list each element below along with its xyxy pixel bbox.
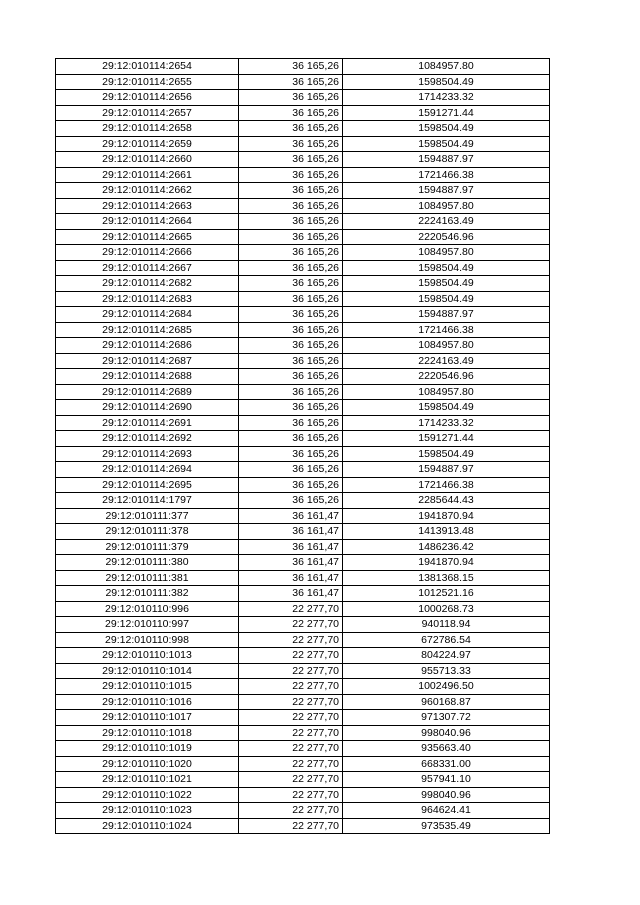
value-cell: 1598504.49: [343, 260, 550, 276]
area-cell: 36 165,26: [239, 105, 343, 121]
table-body: [56, 59, 550, 834]
table-row: [56, 214, 550, 230]
cadastral-number-cell: 29:12:010110:1016: [56, 694, 239, 710]
table-row: [56, 291, 550, 307]
area-cell: 36 165,26: [239, 198, 343, 214]
table-row: [56, 322, 550, 338]
value-cell: 1012521.16: [343, 586, 550, 602]
cadastral-number-cell: 29:12:010114:2666: [56, 245, 239, 261]
cadastral-number-cell: 29:12:010110:1021: [56, 772, 239, 788]
area-cell: 36 165,26: [239, 229, 343, 245]
value-cell: 1084957.80: [343, 59, 550, 75]
value-cell: 1084957.80: [343, 338, 550, 354]
area-cell: 36 165,26: [239, 307, 343, 323]
value-cell: 2224163.49: [343, 214, 550, 230]
cadastral-number-cell: 29:12:010114:2688: [56, 369, 239, 385]
area-cell: 22 277,70: [239, 741, 343, 757]
value-cell: 1721466.38: [343, 322, 550, 338]
table-row: [56, 741, 550, 757]
value-cell: 1381368.15: [343, 570, 550, 586]
table-row: [56, 446, 550, 462]
value-cell: 1598504.49: [343, 74, 550, 90]
table-row: [56, 803, 550, 819]
area-cell: 36 165,26: [239, 462, 343, 478]
area-cell: 36 165,26: [239, 353, 343, 369]
value-cell: 1594887.97: [343, 307, 550, 323]
table-row: [56, 136, 550, 152]
table-row: [56, 617, 550, 633]
cadastral-number-cell: 29:12:010114:2654: [56, 59, 239, 75]
table-row: [56, 167, 550, 183]
value-cell: 1002496.50: [343, 679, 550, 695]
cadastral-number-cell: 29:12:010110:1014: [56, 663, 239, 679]
table-row: [56, 725, 550, 741]
table-row: [56, 539, 550, 555]
cadastral-number-cell: 29:12:010110:1023: [56, 803, 239, 819]
table-row: [56, 307, 550, 323]
table-row: [56, 818, 550, 834]
value-cell: 668331.00: [343, 756, 550, 772]
area-cell: 36 165,26: [239, 74, 343, 90]
cadastral-number-cell: 29:12:010110:997: [56, 617, 239, 633]
area-cell: 36 165,26: [239, 431, 343, 447]
cadastral-number-cell: 29:12:010114:2692: [56, 431, 239, 447]
value-cell: 1598504.49: [343, 276, 550, 292]
cadastral-number-cell: 29:12:010114:2683: [56, 291, 239, 307]
cadastral-number-cell: 29:12:010111:378: [56, 524, 239, 540]
value-cell: 964624.41: [343, 803, 550, 819]
value-cell: 955713.33: [343, 663, 550, 679]
table-row: [56, 756, 550, 772]
area-cell: 22 277,70: [239, 663, 343, 679]
value-cell: 2285644.43: [343, 493, 550, 509]
cadastral-number-cell: 29:12:010110:998: [56, 632, 239, 648]
area-cell: 36 165,26: [239, 477, 343, 493]
table-row: [56, 415, 550, 431]
cadastral-number-cell: 29:12:010114:2657: [56, 105, 239, 121]
table-row: [56, 586, 550, 602]
value-cell: 957941.10: [343, 772, 550, 788]
value-cell: 1084957.80: [343, 245, 550, 261]
cadastral-number-cell: 29:12:010114:2682: [56, 276, 239, 292]
table-row: [56, 338, 550, 354]
area-cell: 22 277,70: [239, 818, 343, 834]
cadastral-number-cell: 29:12:010111:377: [56, 508, 239, 524]
cadastral-number-cell: 29:12:010111:381: [56, 570, 239, 586]
cadastral-number-cell: 29:12:010114:2694: [56, 462, 239, 478]
cadastral-number-cell: 29:12:010111:379: [56, 539, 239, 555]
cadastral-number-cell: 29:12:010110:1017: [56, 710, 239, 726]
area-cell: 22 277,70: [239, 601, 343, 617]
area-cell: 36 161,47: [239, 539, 343, 555]
value-cell: 1721466.38: [343, 167, 550, 183]
cadastral-number-cell: 29:12:010114:2660: [56, 152, 239, 168]
value-cell: 1486236.42: [343, 539, 550, 555]
area-cell: 22 277,70: [239, 648, 343, 664]
table-row: [56, 276, 550, 292]
table-row: [56, 462, 550, 478]
table-row: [56, 679, 550, 695]
value-cell: 1594887.97: [343, 462, 550, 478]
value-cell: 2224163.49: [343, 353, 550, 369]
table-row: [56, 59, 550, 75]
value-cell: 1000268.73: [343, 601, 550, 617]
area-cell: 36 165,26: [239, 446, 343, 462]
cadastral-number-cell: 29:12:010110:1019: [56, 741, 239, 757]
cadastral-number-cell: 29:12:010110:1013: [56, 648, 239, 664]
value-cell: 935663.40: [343, 741, 550, 757]
table-row: [56, 152, 550, 168]
cadastral-number-cell: 29:12:010111:382: [56, 586, 239, 602]
value-cell: 2220546.96: [343, 369, 550, 385]
area-cell: 22 277,70: [239, 725, 343, 741]
data-table: [55, 58, 550, 834]
area-cell: 22 277,70: [239, 772, 343, 788]
area-cell: 36 165,26: [239, 245, 343, 261]
table-row: [56, 121, 550, 137]
table-row: [56, 710, 550, 726]
value-cell: 1591271.44: [343, 431, 550, 447]
area-cell: 36 165,26: [239, 276, 343, 292]
cadastral-number-cell: 29:12:010114:2664: [56, 214, 239, 230]
table-row: [56, 260, 550, 276]
cadastral-number-cell: 29:12:010110:1024: [56, 818, 239, 834]
value-cell: 1594887.97: [343, 183, 550, 199]
area-cell: 36 161,47: [239, 586, 343, 602]
value-cell: 998040.96: [343, 787, 550, 803]
table-row: [56, 787, 550, 803]
value-cell: 1413913.48: [343, 524, 550, 540]
area-cell: 22 277,70: [239, 632, 343, 648]
value-cell: 998040.96: [343, 725, 550, 741]
table-row: [56, 570, 550, 586]
table-row: [56, 648, 550, 664]
area-cell: 36 165,26: [239, 167, 343, 183]
area-cell: 36 165,26: [239, 400, 343, 416]
table-row: [56, 183, 550, 199]
value-cell: 1598504.49: [343, 121, 550, 137]
cadastral-number-cell: 29:12:010114:2662: [56, 183, 239, 199]
value-cell: 1941870.94: [343, 555, 550, 571]
table-row: [56, 431, 550, 447]
table-row: [56, 400, 550, 416]
cadastral-number-cell: 29:12:010114:2655: [56, 74, 239, 90]
area-cell: 22 277,70: [239, 679, 343, 695]
value-cell: 971307.72: [343, 710, 550, 726]
cadastral-number-cell: 29:12:010110:1018: [56, 725, 239, 741]
table-row: [56, 90, 550, 106]
area-cell: 22 277,70: [239, 617, 343, 633]
value-cell: 1084957.80: [343, 384, 550, 400]
cadastral-number-cell: 29:12:010114:2658: [56, 121, 239, 137]
area-cell: 36 165,26: [239, 291, 343, 307]
cadastral-number-cell: 29:12:010114:2667: [56, 260, 239, 276]
value-cell: 1598504.49: [343, 136, 550, 152]
value-cell: 672786.54: [343, 632, 550, 648]
cadastral-number-cell: 29:12:010114:2686: [56, 338, 239, 354]
area-cell: 36 165,26: [239, 214, 343, 230]
value-cell: 1714233.32: [343, 90, 550, 106]
cadastral-number-cell: 29:12:010114:2661: [56, 167, 239, 183]
table-row: [56, 524, 550, 540]
value-cell: 1941870.94: [343, 508, 550, 524]
cadastral-number-cell: 29:12:010114:2685: [56, 322, 239, 338]
table-row: [56, 601, 550, 617]
area-cell: 36 165,26: [239, 136, 343, 152]
area-cell: 36 165,26: [239, 384, 343, 400]
table-row: [56, 632, 550, 648]
value-cell: 1591271.44: [343, 105, 550, 121]
value-cell: 1594887.97: [343, 152, 550, 168]
table-row: [56, 477, 550, 493]
table-row: [56, 198, 550, 214]
cadastral-number-cell: 29:12:010114:2687: [56, 353, 239, 369]
area-cell: 22 277,70: [239, 787, 343, 803]
table-row: [56, 555, 550, 571]
area-cell: 36 165,26: [239, 415, 343, 431]
area-cell: 36 165,26: [239, 90, 343, 106]
area-cell: 22 277,70: [239, 803, 343, 819]
table-row: [56, 694, 550, 710]
area-cell: 36 165,26: [239, 121, 343, 137]
table-row: [56, 74, 550, 90]
table-row: [56, 245, 550, 261]
area-cell: 36 165,26: [239, 369, 343, 385]
area-cell: 36 165,26: [239, 260, 343, 276]
area-cell: 36 165,26: [239, 338, 343, 354]
value-cell: 2220546.96: [343, 229, 550, 245]
table-row: [56, 508, 550, 524]
cadastral-number-cell: 29:12:010111:380: [56, 555, 239, 571]
area-cell: 36 161,47: [239, 524, 343, 540]
cadastral-number-cell: 29:12:010114:2684: [56, 307, 239, 323]
cadastral-number-cell: 29:12:010110:1022: [56, 787, 239, 803]
area-cell: 36 161,47: [239, 570, 343, 586]
table-row: [56, 384, 550, 400]
area-cell: 36 165,26: [239, 59, 343, 75]
area-cell: 22 277,70: [239, 756, 343, 772]
table-row: [56, 105, 550, 121]
cadastral-number-cell: 29:12:010110:996: [56, 601, 239, 617]
area-cell: 36 165,26: [239, 493, 343, 509]
value-cell: 1598504.49: [343, 400, 550, 416]
area-cell: 22 277,70: [239, 710, 343, 726]
area-cell: 36 161,47: [239, 555, 343, 571]
cadastral-number-cell: 29:12:010114:2665: [56, 229, 239, 245]
cadastral-number-cell: 29:12:010114:2663: [56, 198, 239, 214]
cadastral-number-cell: 29:12:010114:2693: [56, 446, 239, 462]
table-row: [56, 353, 550, 369]
table-row: [56, 229, 550, 245]
table-row: [56, 772, 550, 788]
value-cell: 1714233.32: [343, 415, 550, 431]
cadastral-number-cell: 29:12:010114:2691: [56, 415, 239, 431]
value-cell: 1084957.80: [343, 198, 550, 214]
cadastral-number-cell: 29:12:010114:2659: [56, 136, 239, 152]
cadastral-number-cell: 29:12:010114:1797: [56, 493, 239, 509]
cadastral-number-cell: 29:12:010114:2656: [56, 90, 239, 106]
table-row: [56, 369, 550, 385]
table-row: [56, 663, 550, 679]
table-row: [56, 493, 550, 509]
value-cell: 804224.97: [343, 648, 550, 664]
value-cell: 940118.94: [343, 617, 550, 633]
value-cell: 1598504.49: [343, 446, 550, 462]
value-cell: 973535.49: [343, 818, 550, 834]
area-cell: 36 165,26: [239, 152, 343, 168]
value-cell: 960168.87: [343, 694, 550, 710]
cadastral-number-cell: 29:12:010114:2695: [56, 477, 239, 493]
cadastral-number-cell: 29:12:010110:1020: [56, 756, 239, 772]
area-cell: 36 165,26: [239, 183, 343, 199]
cadastral-number-cell: 29:12:010110:1015: [56, 679, 239, 695]
cadastral-number-cell: 29:12:010114:2689: [56, 384, 239, 400]
value-cell: 1598504.49: [343, 291, 550, 307]
area-cell: 36 161,47: [239, 508, 343, 524]
area-cell: 36 165,26: [239, 322, 343, 338]
value-cell: 1721466.38: [343, 477, 550, 493]
area-cell: 22 277,70: [239, 694, 343, 710]
cadastral-number-cell: 29:12:010114:2690: [56, 400, 239, 416]
